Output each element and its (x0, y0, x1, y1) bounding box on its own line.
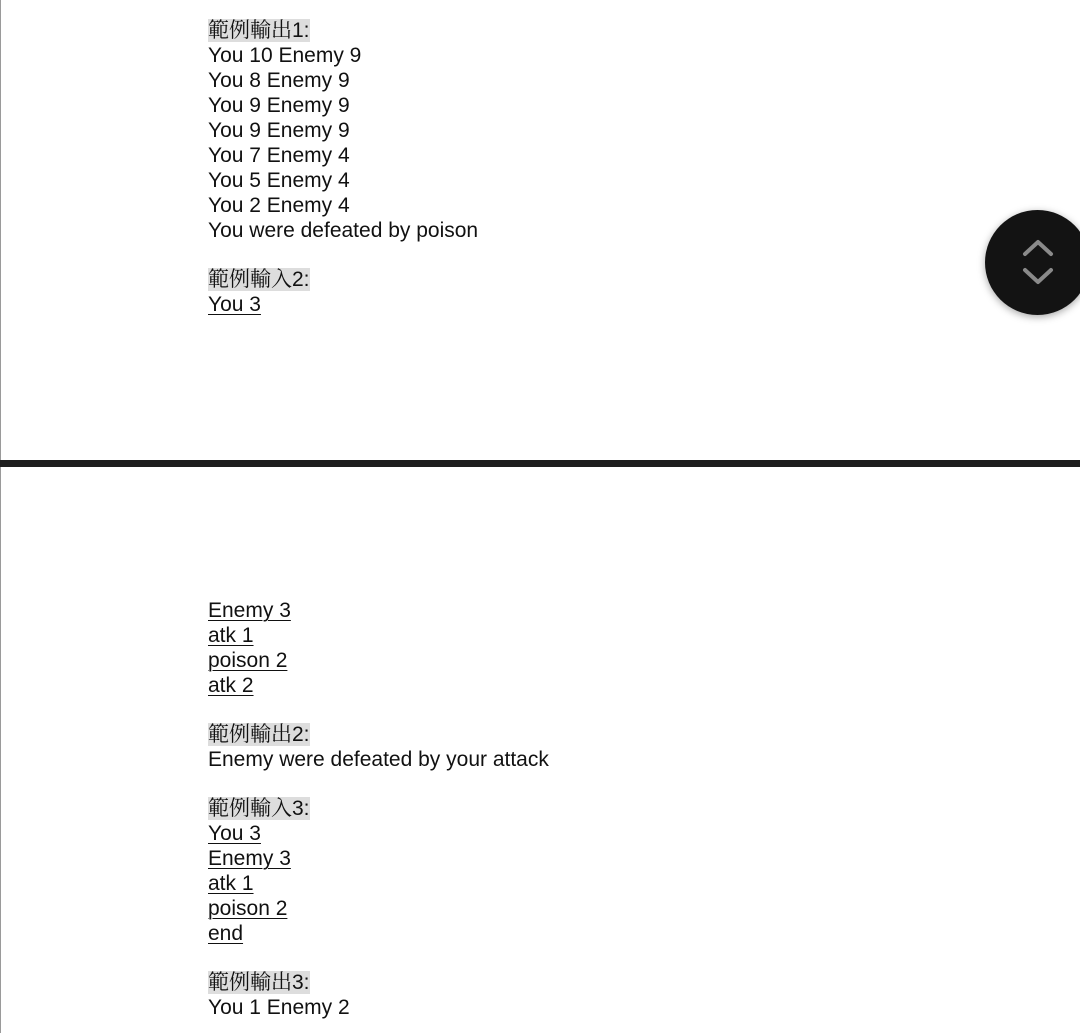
output-line: You 5 Enemy 4 (208, 169, 350, 192)
paragraph-gap (208, 772, 549, 796)
output-line: You 10 Enemy 9 (208, 44, 362, 67)
document-page-bottom (0, 467, 1080, 1033)
input-line: atk 1 (208, 624, 254, 647)
input-line: You 3 (208, 293, 261, 316)
sample-input-2-heading: 範例輸入2: (208, 268, 310, 291)
output-line: You 1 Enemy 2 (208, 996, 350, 1019)
output-line: You 2 Enemy 4 (208, 194, 350, 217)
page-content-top (208, 18, 478, 317)
sample-output-2-heading: 範例輸出2: (208, 723, 310, 746)
output-line: You 8 Enemy 9 (208, 69, 350, 92)
paragraph-gap (208, 243, 478, 267)
sample-output-3-heading: 範例輸出3: (208, 971, 310, 994)
document-page-top (0, 0, 1080, 460)
input-line: atk 2 (208, 674, 254, 697)
output-line: You 7 Enemy 4 (208, 144, 350, 167)
chevron-up-down-icon (1020, 234, 1056, 290)
page-break-divider (0, 460, 1080, 467)
output-line: You were defeated by poison (208, 219, 479, 242)
input-line: Enemy 3 (208, 847, 291, 870)
paragraph-gap (208, 698, 549, 722)
output-line: Enemy were defeated by your attack (208, 748, 549, 771)
input-line: You 3 (208, 822, 261, 845)
output-line: You 9 Enemy 9 (208, 94, 350, 117)
sample-input-3-heading: 範例輸入3: (208, 797, 310, 820)
input-line: end (208, 922, 244, 945)
input-line: atk 1 (208, 872, 254, 895)
output-line: You 9 Enemy 9 (208, 119, 350, 142)
input-line: Enemy 3 (208, 599, 291, 622)
page-content-bottom (208, 598, 549, 1020)
sample-output-1-heading: 範例輸出1: (208, 19, 310, 42)
input-line: poison 2 (208, 897, 288, 920)
paragraph-gap (208, 946, 549, 970)
page-scroll-button[interactable] (985, 210, 1080, 315)
input-line: poison 2 (208, 649, 288, 672)
